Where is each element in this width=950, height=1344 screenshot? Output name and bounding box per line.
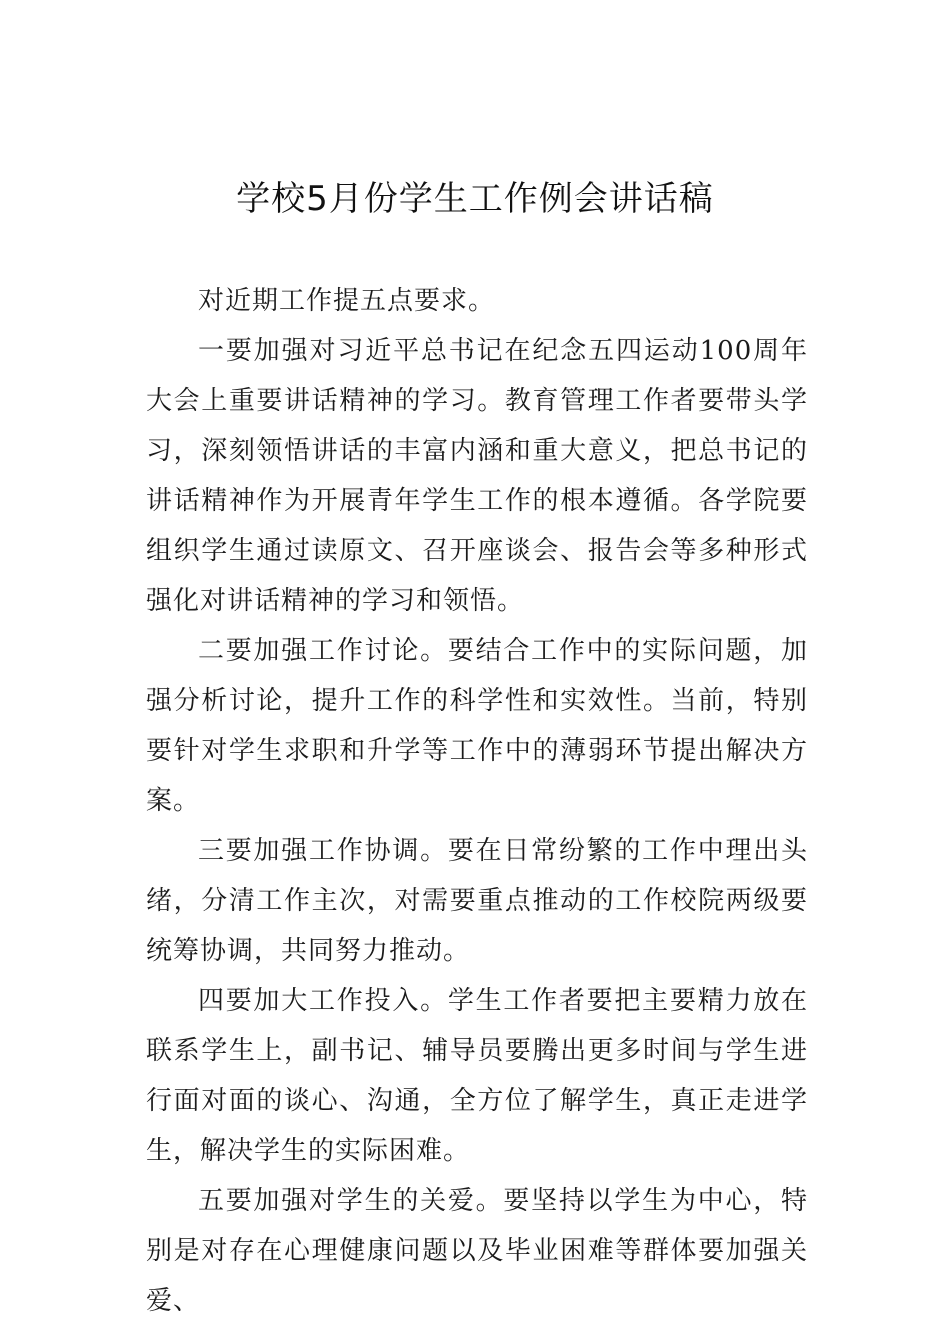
document-body [146,276,808,1326]
paragraph-point-3: 三要加强工作协调。要在日常纷繁的工作中理出头绪，分清工作主次，对需要重点推动的工作校院两级要统筹协调，共同努力推动。 [146,836,808,966]
paragraph-point-2: 二要加强工作讨论。要结合工作中的实际问题，加强分析讨论，提升工作的科学性和实效性。当前，特别要针对学生求职和升学等工作中的薄弱环节提出解决方案。 [146,636,808,816]
paragraph-point-4: 四要加大工作投入。学生工作者要把主要精力放在联系学生上，副书记、辅导员要腾出更多时间与学生进行面对面的谈心、沟通，全方位了解学生，真正走进学生，解决学生的实际困难。 [146,986,808,1166]
paragraph-point-5: 五要加强对学生的关爱。要坚持以学生为中心，特别是对存在心理健康问题以及毕业困难等群体要加强关爱、 [146,1186,808,1316]
paragraph-point-1: 一要加强对习近平总书记在纪念五四运动100周年大会上重要讲话精神的学习。教育管理工作者要带头学习，深刻领悟讲话的丰富内涵和重大意义，把总书记的讲话精神作为开展青年学生工作的根本遵循。各学院要组织学生通过读原文、召开座谈会、报告会等多种形式强化对讲话精神的学习和领悟。 [146,336,808,616]
paragraph-intro: 对近期工作提五点要求。 [198,286,496,316]
document-title: 学校5月份学生工作例会讲话稿 [236,179,714,219]
